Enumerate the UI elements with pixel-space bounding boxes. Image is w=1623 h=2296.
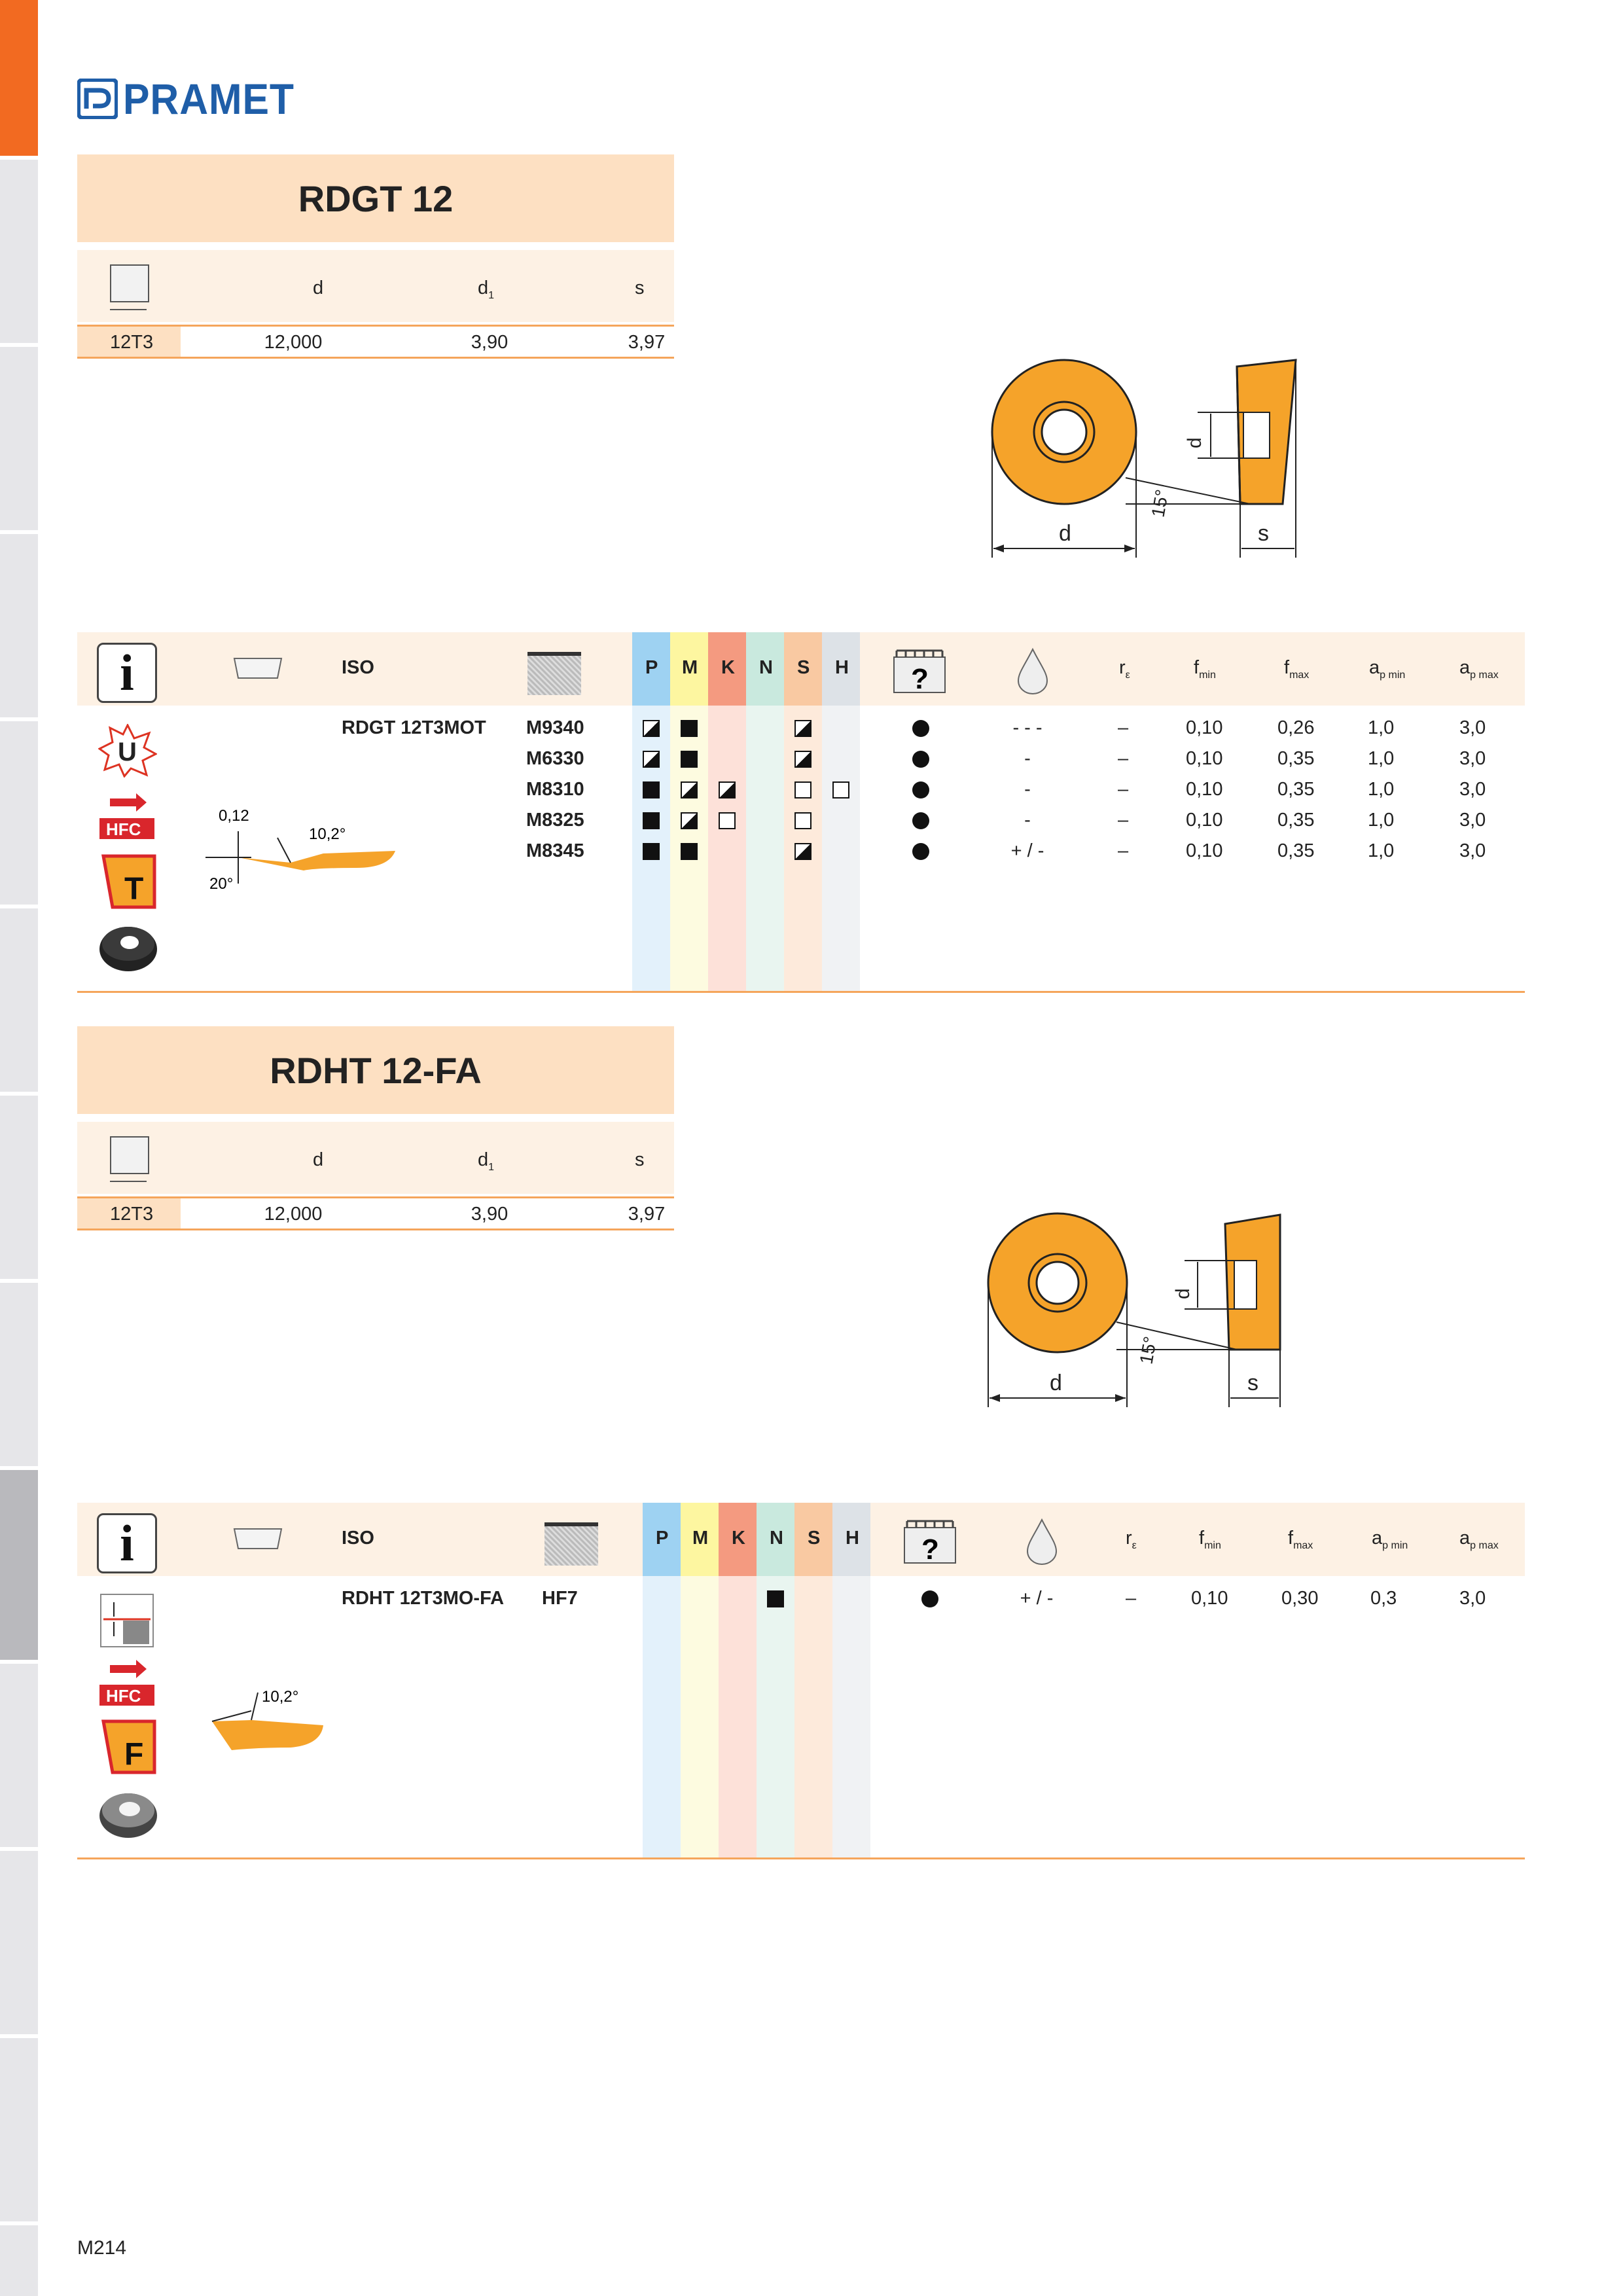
section-title-bar bbox=[77, 1026, 674, 1114]
operation-symbol-icon bbox=[912, 843, 929, 860]
row-fmin: 0,10 bbox=[1186, 748, 1223, 769]
header-iso: ISO bbox=[342, 1528, 374, 1549]
dim-header-s: s bbox=[635, 1149, 645, 1170]
operation-symbol-icon bbox=[912, 812, 929, 829]
header-H: H bbox=[846, 1528, 859, 1549]
applicability-K-half-icon bbox=[719, 781, 736, 798]
dimensions-header bbox=[77, 250, 674, 322]
operation-question-icon bbox=[893, 648, 946, 694]
header-M: M bbox=[682, 657, 698, 678]
svg-text:s: s bbox=[1258, 521, 1269, 546]
header-apmax: $a_{p max}$ bbox=[1459, 657, 1499, 681]
dim-d1: 3,90 bbox=[471, 1204, 508, 1225]
row-cool: - - - bbox=[1012, 717, 1043, 738]
coolant-drop-icon bbox=[1024, 1517, 1060, 1566]
hfc-icon bbox=[97, 1656, 157, 1708]
row-cool: - bbox=[1024, 748, 1031, 769]
header-r: $r_\varepsilon$ bbox=[1119, 657, 1130, 681]
insert-shape-icon bbox=[110, 1136, 149, 1174]
svg-text:HFC: HFC bbox=[106, 1686, 141, 1706]
applicability-P-full-icon bbox=[643, 812, 660, 829]
row-r: – bbox=[1118, 840, 1129, 861]
row-fmax: 0,35 bbox=[1277, 810, 1315, 831]
side-tab[interactable] bbox=[0, 908, 38, 1092]
dim-header-d1: $d_1$ bbox=[478, 1149, 495, 1173]
header-N: N bbox=[770, 1528, 783, 1549]
row-apmin: 0,3 bbox=[1370, 1588, 1397, 1609]
applicability-M-full-icon bbox=[681, 843, 698, 860]
svg-text:10,2°: 10,2° bbox=[309, 825, 346, 843]
applicability-H-empty-icon bbox=[832, 781, 849, 798]
grade-table bbox=[77, 632, 1525, 994]
dim-s: 3,97 bbox=[628, 1204, 666, 1225]
row-cool: - bbox=[1024, 810, 1031, 831]
header-fmin: $f_{min}$ bbox=[1199, 1528, 1221, 1551]
dimensions-header bbox=[77, 1122, 674, 1194]
svg-text:U: U bbox=[118, 738, 137, 766]
t-application-icon bbox=[101, 853, 157, 910]
row-grade: M8310 bbox=[526, 779, 584, 800]
header-S: S bbox=[808, 1528, 821, 1549]
side-tab[interactable] bbox=[0, 347, 38, 530]
applicability-S-empty-icon bbox=[794, 812, 812, 829]
grade-texture-icon bbox=[527, 652, 581, 695]
row-fmin: 0,10 bbox=[1186, 717, 1223, 738]
dimensions-row bbox=[77, 1196, 674, 1230]
applicability-P-half-icon bbox=[643, 751, 660, 768]
row-fmax: 0,35 bbox=[1277, 840, 1315, 861]
operation-question-icon bbox=[903, 1518, 957, 1564]
operation-symbol-icon bbox=[912, 781, 929, 798]
insert-drawing bbox=[969, 1204, 1309, 1420]
svg-text:F: F bbox=[124, 1737, 144, 1772]
svg-text:HFC: HFC bbox=[106, 819, 141, 839]
side-tab[interactable] bbox=[0, 721, 38, 905]
row-apmax: 3,0 bbox=[1459, 810, 1486, 831]
page-number: M214 bbox=[77, 2237, 127, 2259]
operation-symbol-icon bbox=[921, 1590, 938, 1607]
dim-s: 3,97 bbox=[628, 332, 666, 353]
row-fmin: 0,10 bbox=[1186, 779, 1223, 800]
side-tab[interactable] bbox=[0, 1664, 38, 1847]
brand-logo bbox=[77, 76, 310, 122]
row-grade: M8325 bbox=[526, 810, 584, 831]
dim-d: 12,000 bbox=[264, 1204, 323, 1225]
insert-shape-icon bbox=[110, 264, 149, 302]
side-tab-active[interactable] bbox=[0, 0, 38, 156]
universal-u-icon bbox=[98, 724, 157, 778]
row-cool: + / - bbox=[1020, 1588, 1054, 1609]
row-apmin: 1,0 bbox=[1368, 840, 1395, 861]
header-fmax: $f_{max}$ bbox=[1284, 657, 1310, 681]
svg-text:d: d bbox=[1172, 1288, 1194, 1299]
applicability-P-full-icon bbox=[643, 781, 660, 798]
header-fmax: $f_{max}$ bbox=[1288, 1528, 1313, 1551]
applicability-P-half-icon bbox=[643, 720, 660, 737]
header-apmin: $a_{p min}$ bbox=[1369, 657, 1406, 681]
header-apmin: $a_{p min}$ bbox=[1372, 1528, 1408, 1551]
row-apmin: 1,0 bbox=[1368, 810, 1395, 831]
header-apmax: $a_{p max}$ bbox=[1459, 1528, 1499, 1551]
side-tab[interactable] bbox=[0, 2225, 38, 2296]
header-P: P bbox=[645, 657, 658, 678]
row-fmax: 0,30 bbox=[1281, 1588, 1319, 1609]
operation-symbol-icon bbox=[912, 751, 929, 768]
row-fmin: 0,10 bbox=[1186, 840, 1223, 861]
product-code: RDGT 12T3MOT bbox=[342, 717, 486, 738]
row-fmin: 0,10 bbox=[1191, 1588, 1228, 1609]
side-tab[interactable] bbox=[0, 160, 38, 343]
applicability-S-half-icon bbox=[794, 843, 812, 860]
row-r: – bbox=[1118, 779, 1129, 800]
cutting-depth-icon bbox=[99, 1593, 154, 1648]
header-H: H bbox=[835, 657, 849, 678]
row-apmin: 1,0 bbox=[1368, 717, 1395, 738]
header-N: N bbox=[759, 657, 773, 678]
insert-profile-icon bbox=[232, 1526, 284, 1552]
dim-d: 12,000 bbox=[264, 332, 323, 353]
applicability-S-empty-icon bbox=[794, 781, 812, 798]
hfc-icon bbox=[97, 789, 157, 842]
applicability-S-half-icon bbox=[794, 720, 812, 737]
svg-text:d: d bbox=[1184, 437, 1205, 448]
row-apmin: 1,0 bbox=[1368, 748, 1395, 769]
header-K: K bbox=[721, 657, 735, 678]
applicability-M-full-icon bbox=[681, 751, 698, 768]
svg-text:0,12: 0,12 bbox=[219, 807, 249, 825]
svg-text:10,2°: 10,2° bbox=[262, 1688, 299, 1706]
side-tab[interactable] bbox=[0, 1851, 38, 2034]
row-apmax: 3,0 bbox=[1459, 748, 1486, 769]
svg-text:?: ? bbox=[911, 663, 929, 694]
row-fmin: 0,10 bbox=[1186, 810, 1223, 831]
insert-profile-icon bbox=[232, 656, 284, 682]
side-tab[interactable] bbox=[0, 534, 38, 717]
row-grade: M8345 bbox=[526, 840, 584, 861]
row-r: – bbox=[1118, 717, 1129, 738]
header-fmin: $f_{min}$ bbox=[1194, 657, 1216, 681]
row-fmax: 0,35 bbox=[1277, 748, 1315, 769]
row-apmax: 3,0 bbox=[1459, 1588, 1486, 1609]
row-cool: - bbox=[1024, 779, 1031, 800]
insert-photo-icon bbox=[96, 920, 160, 974]
insert-photo-icon bbox=[96, 1787, 160, 1840]
side-tab[interactable] bbox=[0, 1283, 38, 1466]
dim-size: 12T3 bbox=[110, 1204, 154, 1225]
row-fmax: 0,35 bbox=[1277, 779, 1315, 800]
pramet-logo-mark-icon bbox=[77, 79, 118, 119]
insert-drawing bbox=[975, 347, 1315, 563]
dim-header-d: d bbox=[313, 278, 324, 298]
section-title: RDHT 12-FA bbox=[270, 1049, 482, 1091]
side-tab[interactable] bbox=[0, 1096, 38, 1279]
applicability-N-full-icon bbox=[767, 1590, 784, 1607]
product-code: RDHT 12T3MO-FA bbox=[342, 1588, 505, 1609]
svg-text:15°: 15° bbox=[1135, 1335, 1161, 1366]
dimensions-table bbox=[77, 250, 674, 359]
header-S: S bbox=[797, 657, 810, 678]
applicability-P-full-icon bbox=[643, 843, 660, 860]
svg-text:T: T bbox=[124, 872, 144, 906]
row-r: – bbox=[1118, 748, 1129, 769]
row-grade: M9340 bbox=[526, 717, 584, 738]
row-r: – bbox=[1118, 810, 1129, 831]
row-apmin: 1,0 bbox=[1368, 779, 1395, 800]
row-grade: HF7 bbox=[542, 1588, 578, 1609]
grade-table bbox=[77, 1503, 1525, 1860]
brand-name: PRAMET bbox=[123, 75, 294, 123]
dim-header-s: s bbox=[635, 278, 645, 298]
dim-d1: 3,90 bbox=[471, 332, 508, 353]
f-application-icon bbox=[101, 1719, 157, 1775]
row-fmax: 0,26 bbox=[1277, 717, 1315, 738]
section-title-bar bbox=[77, 154, 674, 242]
row-grade: M6330 bbox=[526, 748, 584, 769]
info-icon[interactable]: i bbox=[97, 1513, 157, 1573]
dim-size: 12T3 bbox=[110, 332, 154, 353]
section-title: RDGT 12 bbox=[298, 177, 454, 219]
side-tab-dark[interactable] bbox=[0, 1470, 38, 1660]
svg-text:d: d bbox=[1050, 1371, 1062, 1395]
svg-text:d: d bbox=[1059, 521, 1071, 546]
dim-header-d: d bbox=[313, 1149, 324, 1170]
applicability-M-half-icon bbox=[681, 781, 698, 798]
svg-text:15°: 15° bbox=[1147, 488, 1173, 519]
dimensions-row bbox=[77, 325, 674, 359]
dim-header-d1: $d_1$ bbox=[478, 278, 495, 301]
row-r: – bbox=[1126, 1588, 1137, 1609]
operation-symbol-icon bbox=[912, 720, 929, 737]
svg-text:?: ? bbox=[921, 1534, 939, 1564]
grade-texture-icon bbox=[544, 1522, 598, 1566]
header-iso: ISO bbox=[342, 657, 374, 678]
edge-geometry-sketch bbox=[205, 1682, 402, 1754]
applicability-S-half-icon bbox=[794, 751, 812, 768]
dimensions-table bbox=[77, 1122, 674, 1230]
info-icon[interactable]: i bbox=[97, 643, 157, 703]
row-cool: + / - bbox=[1010, 840, 1044, 861]
svg-text:20°: 20° bbox=[209, 875, 234, 890]
row-apmax: 3,0 bbox=[1459, 717, 1486, 738]
row-apmax: 3,0 bbox=[1459, 779, 1486, 800]
row-apmax: 3,0 bbox=[1459, 840, 1486, 861]
header-K: K bbox=[732, 1528, 745, 1549]
svg-text:s: s bbox=[1247, 1371, 1258, 1395]
applicability-M-half-icon bbox=[681, 812, 698, 829]
side-tab[interactable] bbox=[0, 2038, 38, 2221]
coolant-drop-icon bbox=[1014, 647, 1051, 695]
header-r: $r_\varepsilon$ bbox=[1126, 1528, 1137, 1551]
header-M: M bbox=[692, 1528, 709, 1549]
edge-geometry-sketch bbox=[192, 805, 408, 890]
applicability-M-full-icon bbox=[681, 720, 698, 737]
header-P: P bbox=[656, 1528, 669, 1549]
applicability-K-empty-icon bbox=[719, 812, 736, 829]
